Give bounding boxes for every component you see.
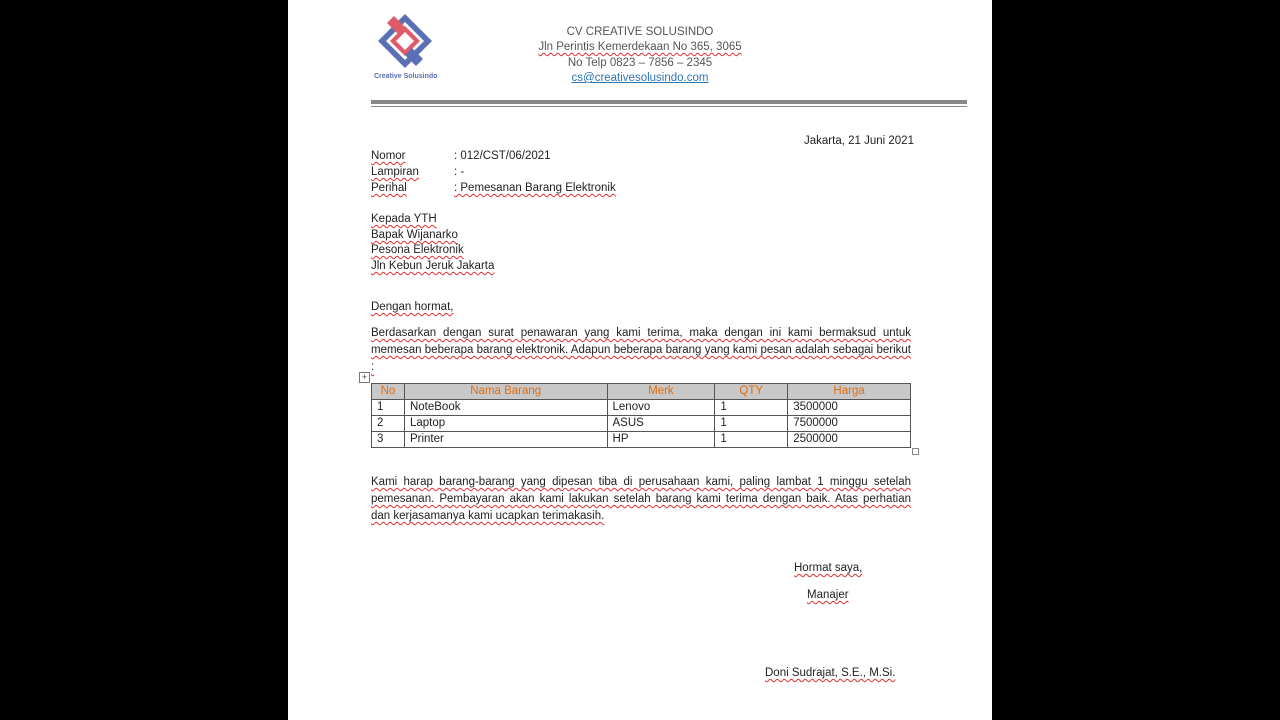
cell-nama: Printer	[404, 432, 607, 448]
company-name: CV CREATIVE SOLUSINDO	[566, 26, 714, 38]
items-table	[371, 383, 911, 448]
table-row	[372, 432, 911, 448]
signer-position: Manajer	[807, 589, 849, 601]
header-rule-thick	[371, 100, 967, 104]
signoff: Hormat saya,	[794, 562, 863, 574]
header-qty: QTY	[715, 384, 788, 400]
field-label-perihal: Perihal	[371, 182, 407, 194]
table-row	[372, 400, 911, 416]
signer-name: Doni Sudrajat, S.E., M.Si.	[765, 667, 896, 679]
greeting: Dengan hormat,	[371, 301, 454, 313]
cell-no: 3	[372, 432, 405, 448]
cell-qty: 1	[715, 400, 788, 416]
recipient-line: Bapak Wijanarko	[371, 229, 458, 241]
cell-harga: 3500000	[788, 400, 911, 416]
closing-paragraph: Kami harap barang-barang yang dipesan tiba di perusahaan kami, paling lambat 1 minggu setelah pemesanan. Pembayaran akan kami lakukan setelah barang kami terima dengan baik. Atas perhatian dan kerjasamanya kami ucapkan terimakasih.	[371, 476, 911, 522]
header-rule-thin	[371, 106, 967, 107]
company-phone: No Telp 0823 – 7856 – 2345	[567, 57, 713, 69]
table-header-row	[372, 384, 911, 400]
recipient-line: Kepada YTH	[371, 213, 437, 225]
table-move-handle-icon[interactable]: +	[359, 372, 370, 383]
cell-merk: Lenovo	[607, 400, 715, 416]
cell-merk: ASUS	[607, 416, 715, 432]
field-value-perihal: : Pemesanan Barang Elektronik	[454, 182, 616, 194]
cell-nama: Laptop	[404, 416, 607, 432]
intro-paragraph: Berdasarkan dengan surat penawaran yang kami terima, maka dengan ini kami bermaksud untuk memesan beberapa barang elektronik. Adapun beberapa barang yang kami pesan adalah sebagai berikut :	[371, 327, 911, 373]
cell-qty: 1	[715, 416, 788, 432]
header-nama-barang: Nama Barang	[404, 384, 607, 400]
cell-no: 2	[372, 416, 405, 432]
field-label-lampiran: Lampiran	[371, 166, 419, 178]
field-label-nomor: Nomor	[371, 150, 406, 162]
header-harga: Harga	[788, 384, 911, 400]
cell-no: 1	[372, 400, 405, 416]
field-value-lampiran: : -	[454, 166, 465, 178]
company-address: Jln Perintis Kemerdekaan No 365, 3065	[538, 41, 742, 53]
cell-harga: 2500000	[788, 432, 911, 448]
letter-date: Jakarta, 21 Juni 2021	[804, 135, 914, 147]
cell-qty: 1	[715, 432, 788, 448]
logo-caption: Creative Solusindo	[374, 73, 438, 80]
document-page	[288, 0, 992, 720]
company-email[interactable]: cs@creativesolusindo.com	[571, 72, 709, 84]
header-no: No	[372, 384, 405, 400]
header-merk: Merk	[607, 384, 715, 400]
recipient-line: Pesona Elektronik	[371, 244, 464, 256]
cell-merk: HP	[607, 432, 715, 448]
field-value-nomor: : 012/CST/06/2021	[454, 150, 551, 162]
table-resize-handle[interactable]	[912, 448, 919, 455]
table-row	[372, 416, 911, 432]
cell-harga: 7500000	[788, 416, 911, 432]
cell-nama: NoteBook	[404, 400, 607, 416]
company-email-link[interactable]	[394, 72, 886, 84]
recipient-line: Jln Kebun Jeruk Jakarta	[371, 260, 495, 272]
